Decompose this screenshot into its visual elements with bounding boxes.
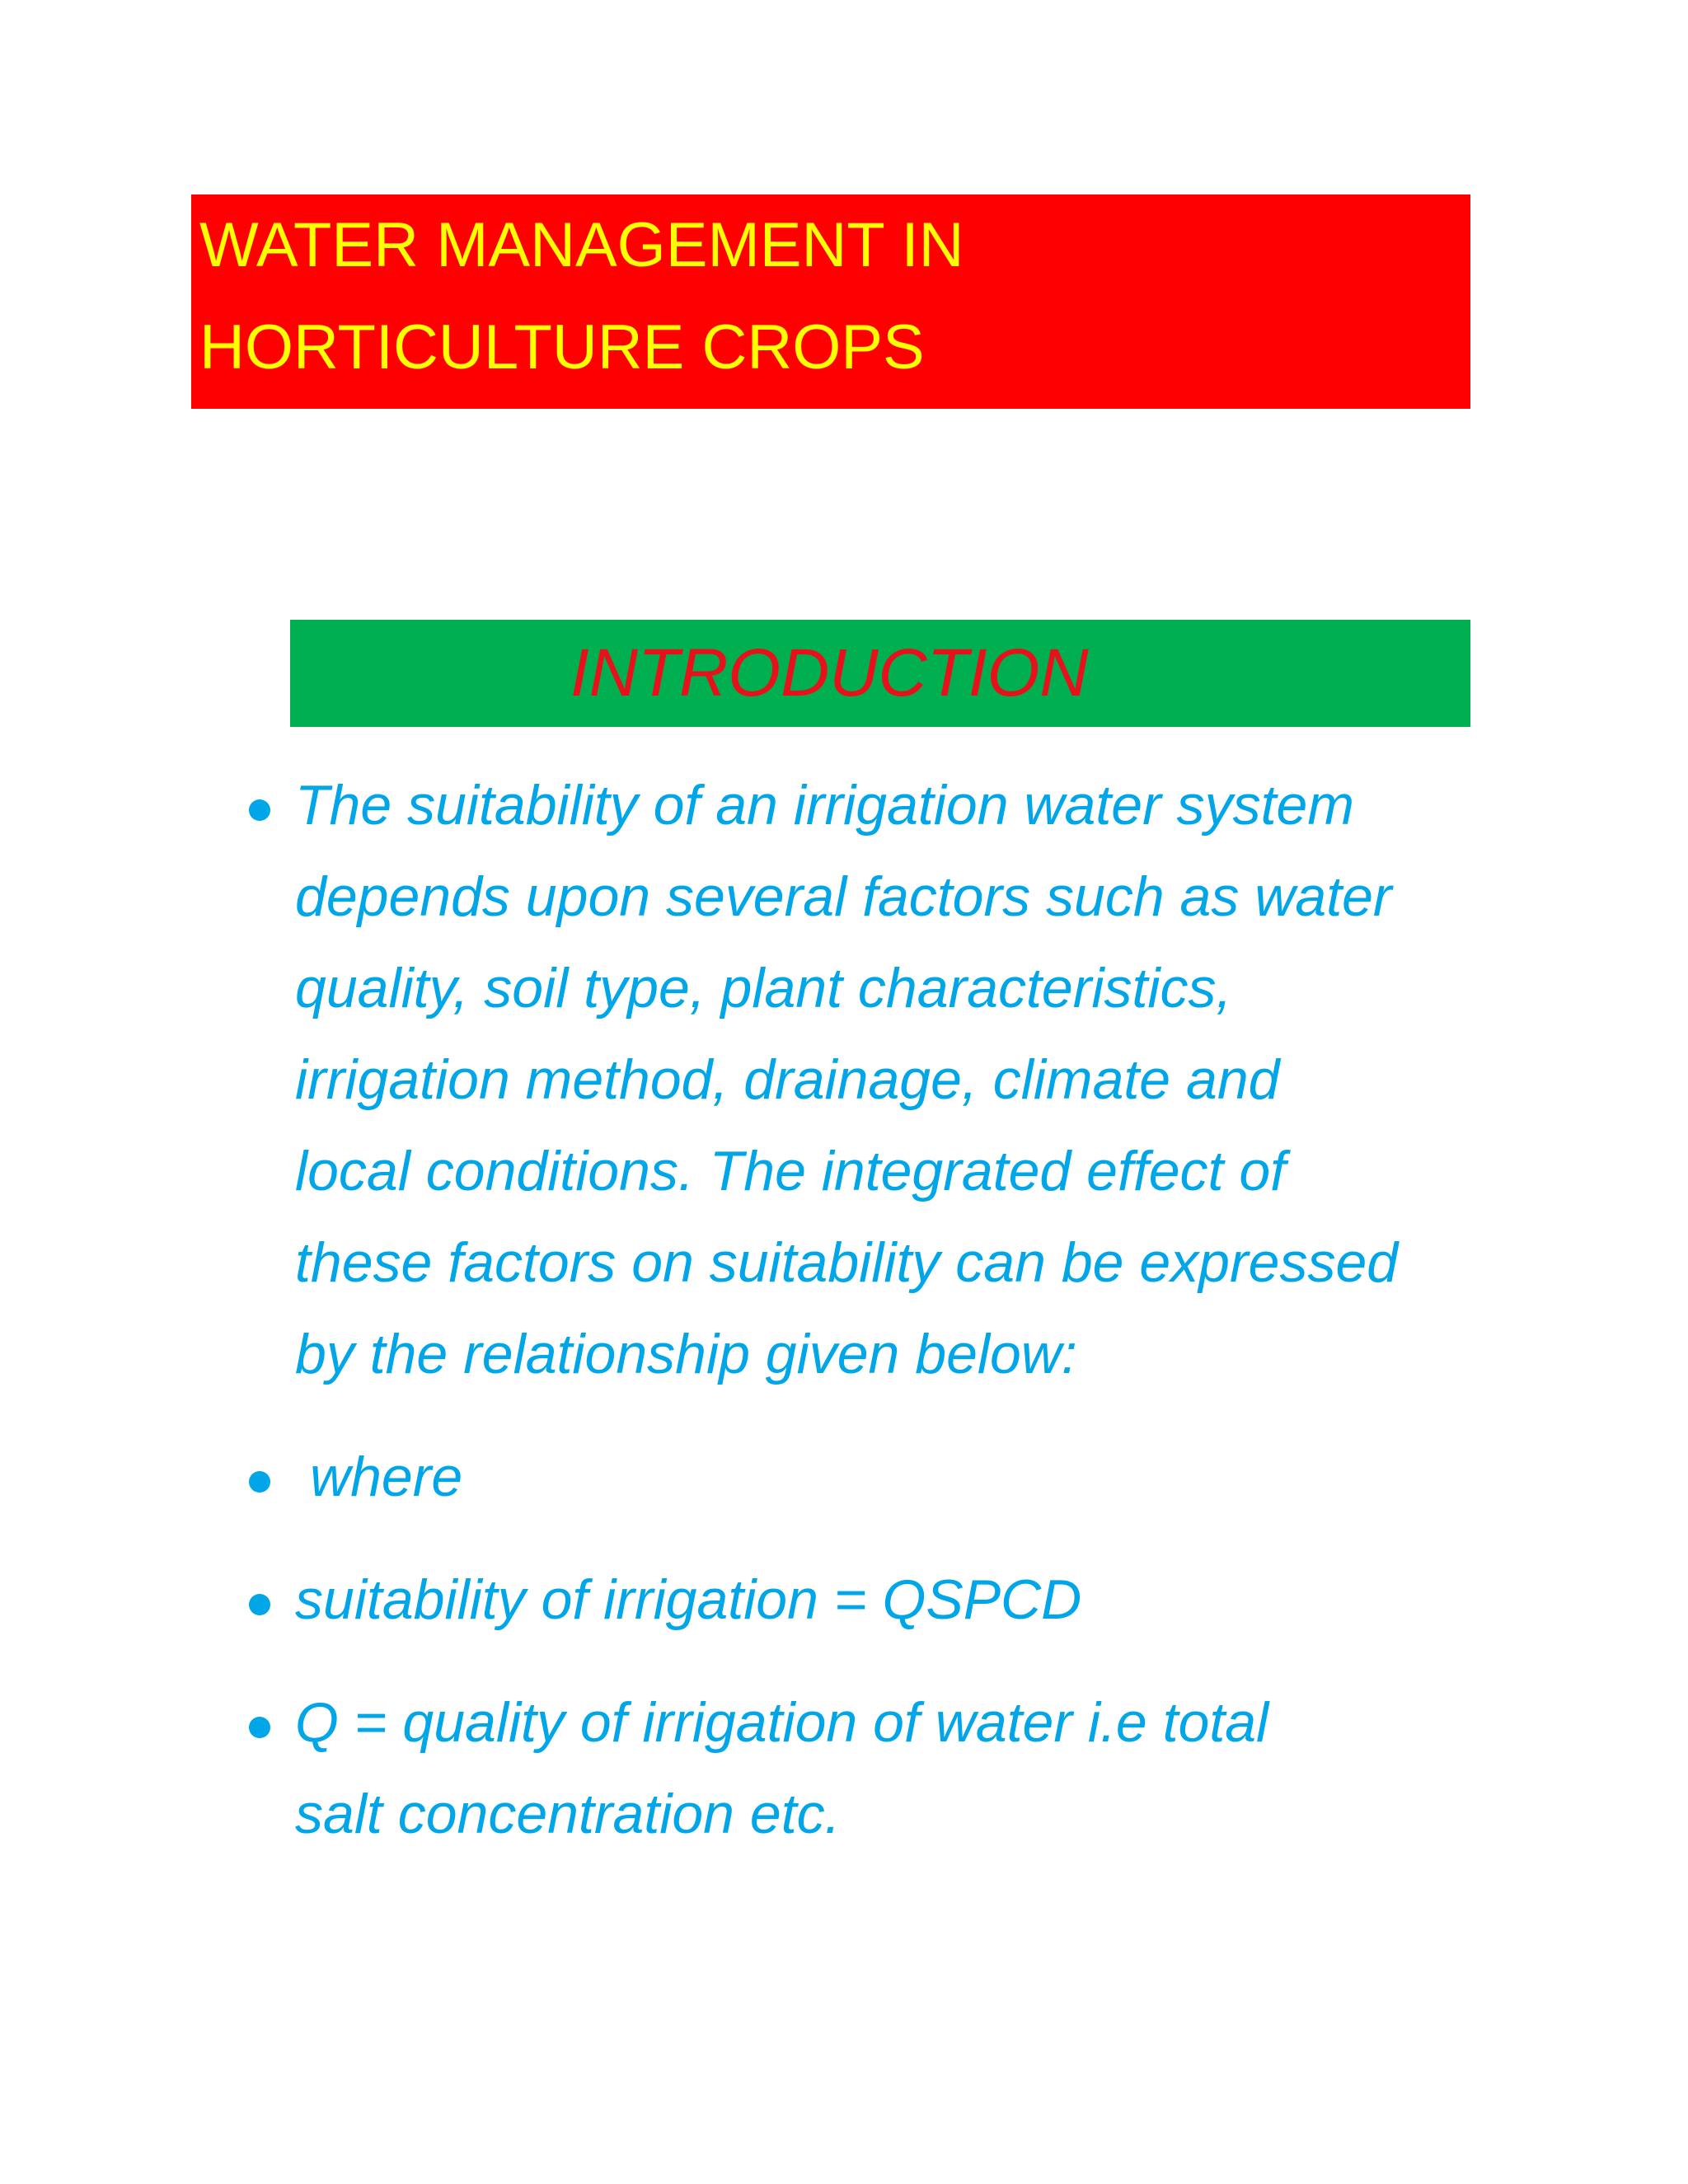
section-heading: INTRODUCTION	[570, 635, 1089, 710]
bullet-line: The suitability of an irrigation water system	[295, 774, 1354, 837]
bullet-item	[247, 1432, 1484, 1523]
bullet-dot-icon	[249, 799, 270, 821]
bullet-dot-icon	[249, 1594, 270, 1615]
bullet-list	[247, 760, 1484, 1860]
title-line-2: HORTICULTURE CROPS	[199, 312, 925, 382]
bullet-line: Q = quality of irrigation of water i.e total	[295, 1691, 1269, 1754]
bullet-dot-icon	[249, 1717, 270, 1738]
bullet-item	[247, 760, 1484, 1400]
bullet-item	[247, 1677, 1484, 1860]
bullet-line: salt concentration etc.	[295, 1783, 841, 1845]
bullet-line: irrigation method, drainage, climate and	[295, 1048, 1280, 1111]
bullet-line: depends upon several factors such as water	[295, 865, 1392, 928]
bullet-line: suitability of irrigation = QSPCD	[295, 1568, 1082, 1631]
bullet-dot-icon	[249, 1471, 270, 1493]
bullet-line: these factors on suitability can be expressed	[295, 1231, 1399, 1294]
title-banner	[191, 194, 1470, 409]
bullet-line: where	[310, 1446, 463, 1508]
bullet-line: quality, soil type, plant characteristics,	[295, 957, 1232, 1019]
bullet-line: by the relationship given below:	[295, 1323, 1077, 1385]
title-line-1: WATER MANAGEMENT IN	[199, 210, 964, 280]
section-banner	[290, 620, 1470, 727]
bullet-line: local conditions. The integrated effect of	[295, 1140, 1287, 1202]
bullet-item	[247, 1554, 1484, 1646]
